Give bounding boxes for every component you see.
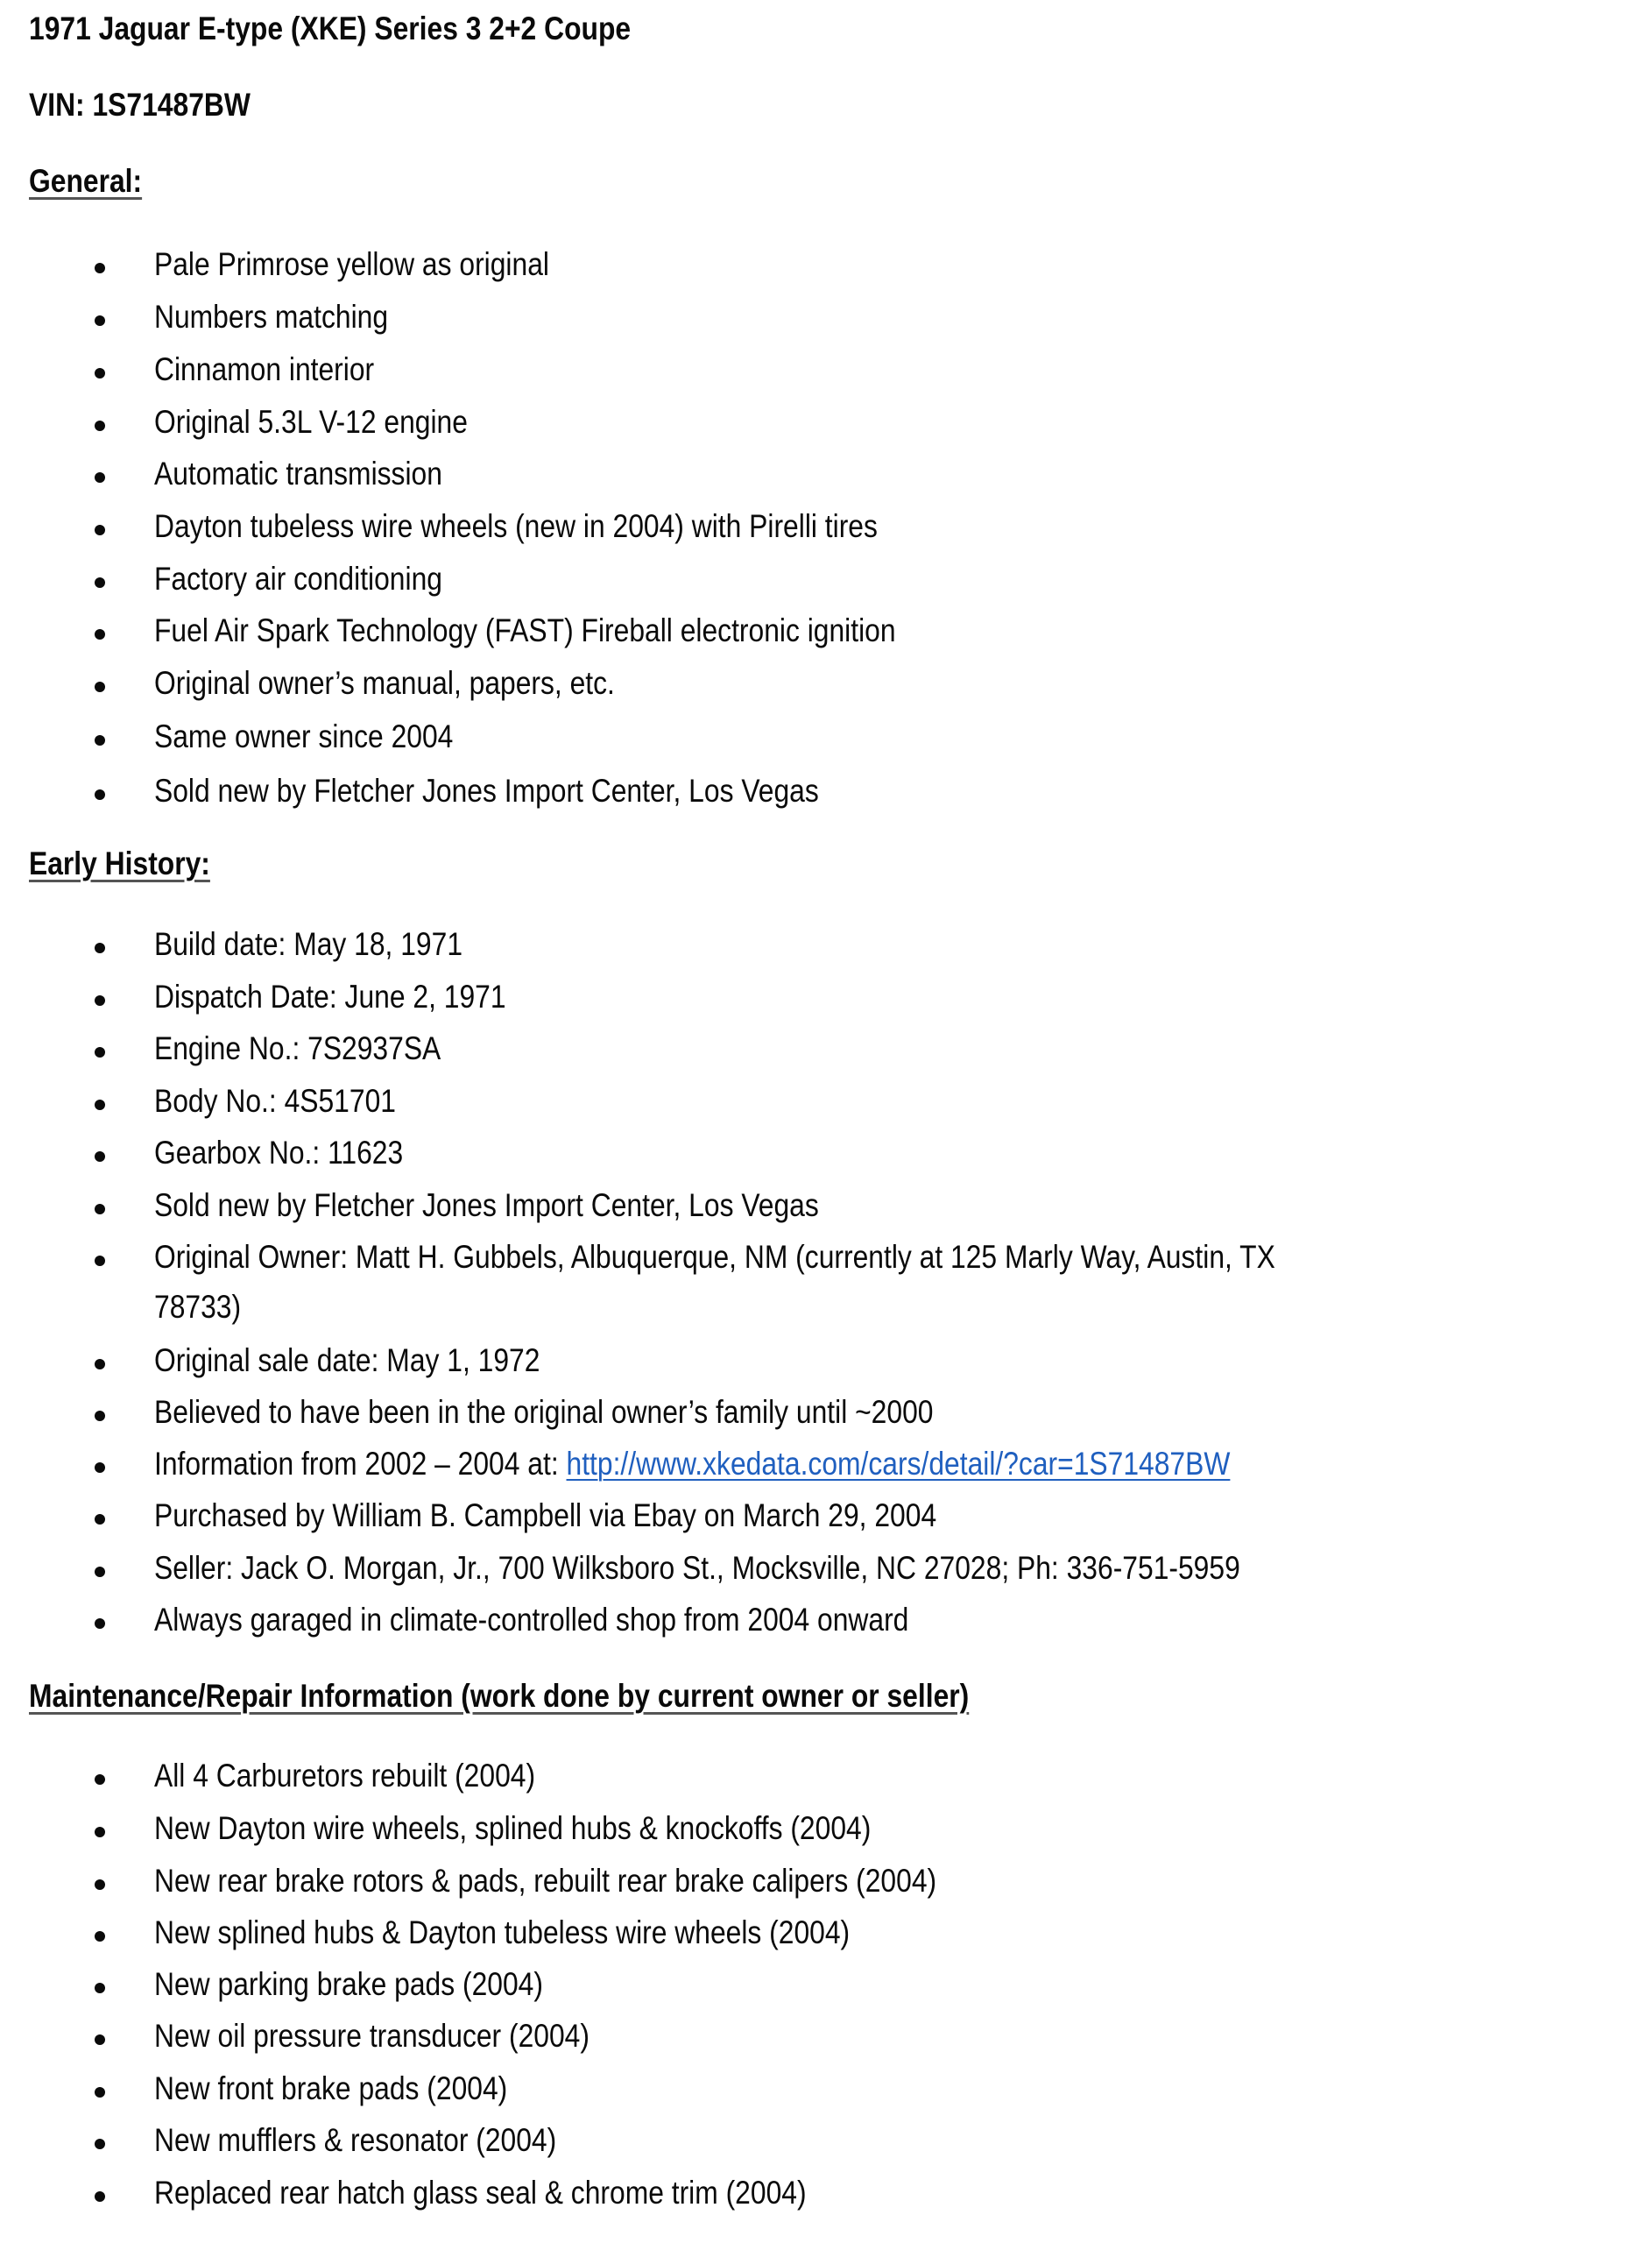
list-item-text: Replaced rear hatch glass seal & chrome trim (2004) xyxy=(154,2175,807,2211)
bullet-icon xyxy=(95,1359,105,1369)
bullet-icon xyxy=(95,1827,105,1837)
vin: VIN: 1S71487BW xyxy=(29,87,251,123)
list-item-text: Body No.: 4S51701 xyxy=(154,1083,396,1119)
list-item xyxy=(0,456,1652,499)
list-item-text: Original owner’s manual, papers, etc. xyxy=(154,665,615,701)
list-item-text: Always garaged in climate-controlled shop from 2004 onward xyxy=(154,1602,909,1638)
section-heading-maintenance: Maintenance/Repair Information (work done by current owner or seller) xyxy=(29,1678,970,1714)
list-item xyxy=(0,665,1652,709)
list-item-text: Purchased by William B. Campbell via Ebay on March 29, 2004 xyxy=(154,1497,937,1533)
list-item xyxy=(0,299,1652,343)
list-item-text: Same owner since 2004 xyxy=(154,718,454,754)
list-item xyxy=(0,1550,1652,1594)
bullet-icon xyxy=(95,789,105,800)
bullet-icon xyxy=(95,629,105,640)
bullet-icon xyxy=(95,525,105,535)
bullet-icon xyxy=(95,368,105,379)
list-item xyxy=(0,246,1652,290)
bullet-icon xyxy=(95,1100,105,1110)
bullet-icon xyxy=(95,2034,105,2045)
list-item-text: Sold new by Fletcher Jones Import Center, Los Vegas xyxy=(154,773,819,809)
list-item-text: 78733) xyxy=(154,1289,242,1325)
bullet-icon xyxy=(95,2139,105,2149)
list-item xyxy=(0,979,1652,1022)
list-item-text: Factory air conditioning xyxy=(154,561,442,597)
list-item xyxy=(0,2122,1652,2166)
list-item xyxy=(0,1187,1652,1231)
list-item xyxy=(0,1239,1652,1283)
list-item-text: Dispatch Date: June 2, 1971 xyxy=(154,979,506,1015)
list-item xyxy=(0,2175,1652,2218)
bullet-icon xyxy=(95,421,105,431)
bullet-icon xyxy=(95,995,105,1006)
bullet-icon xyxy=(95,472,105,483)
list-item xyxy=(0,561,1652,605)
list-item xyxy=(0,1289,1652,1333)
list-item xyxy=(0,508,1652,552)
list-item-text: New Dayton wire wheels, splined hubs & knockoffs (2004) xyxy=(154,1810,872,1846)
list-item-text: Pale Primrose yellow as original xyxy=(154,246,549,282)
list-item-text: New mufflers & resonator (2004) xyxy=(154,2122,557,2158)
bullet-icon xyxy=(95,943,105,953)
bullet-icon xyxy=(95,1256,105,1266)
list-item xyxy=(0,926,1652,970)
list-item-text: Original 5.3L V-12 engine xyxy=(154,404,468,440)
list-item-text: Original Owner: Matt H. Gubbels, Albuquerque, NM (currently at 125 Marly Way, Austin, TX xyxy=(154,1239,1275,1275)
list-item-text: Engine No.: 7S2937SA xyxy=(154,1030,441,1066)
bullet-icon xyxy=(95,1774,105,1785)
list-item xyxy=(0,1342,1652,1386)
list-item-text: New oil pressure transducer (2004) xyxy=(154,2018,589,2054)
list-item xyxy=(0,718,1652,762)
bullet-icon xyxy=(95,1879,105,1890)
list-item xyxy=(0,1966,1652,2010)
list-item-text: Build date: May 18, 1971 xyxy=(154,926,463,962)
bullet-icon xyxy=(95,263,105,273)
bullet-icon xyxy=(95,1567,105,1577)
list-item xyxy=(0,1863,1652,1907)
section-heading-early-history: Early History: xyxy=(29,846,210,881)
bullet-icon xyxy=(95,1204,105,1214)
list-item-text: Dayton tubeless wire wheels (new in 2004) with Pirelli tires xyxy=(154,508,878,544)
list-item xyxy=(0,1083,1652,1127)
list-item-text: Information from 2002 – 2004 at: xyxy=(154,1446,567,1482)
list-item-text: Seller: Jack O. Morgan, Jr., 700 Wilksboro St., Mocksville, NC 27028; Ph: 336-751-5959 xyxy=(154,1550,1240,1586)
list-item-text: Automatic transmission xyxy=(154,456,442,492)
bullet-icon xyxy=(95,315,105,326)
list-item xyxy=(0,351,1652,395)
list-item xyxy=(0,773,1652,817)
list-item-text: New front brake pads (2004) xyxy=(154,2070,508,2106)
list-item xyxy=(0,404,1652,448)
bullet-icon xyxy=(95,682,105,692)
bullet-icon xyxy=(95,1983,105,1993)
bullet-icon xyxy=(95,1462,105,1473)
list-item xyxy=(0,2018,1652,2062)
list-item-text: Original sale date: May 1, 1972 xyxy=(154,1342,540,1378)
list-item-text: Cinnamon interior xyxy=(154,351,375,387)
bullet-icon xyxy=(95,1514,105,1525)
list-item-text: New rear brake rotors & pads, rebuilt rear brake calipers (2004) xyxy=(154,1863,937,1899)
bullet-icon xyxy=(95,735,105,746)
bullet-icon xyxy=(95,1047,105,1058)
list-item xyxy=(0,1758,1652,1801)
list-item xyxy=(0,1602,1652,1645)
xkedata-link[interactable]: http://www.xkedata.com/cars/detail/?car=1S71487BW xyxy=(566,1446,1231,1482)
list-item xyxy=(0,1497,1652,1541)
list-item xyxy=(0,1030,1652,1074)
list-item-text: All 4 Carburetors rebuilt (2004) xyxy=(154,1758,536,1794)
section-heading-general: General: xyxy=(29,163,143,199)
bullet-icon xyxy=(95,577,105,588)
list-item xyxy=(0,1810,1652,1854)
list-item xyxy=(0,1135,1652,1178)
list-item xyxy=(0,1914,1652,1958)
list-item xyxy=(0,612,1652,656)
list-item-text: New splined hubs & Dayton tubeless wire wheels (2004) xyxy=(154,1914,851,1950)
document-title: 1971 Jaguar E-type (XKE) Series 3 2+2 Coupe xyxy=(29,11,632,46)
list-item xyxy=(0,1446,1652,1489)
list-item-text: Numbers matching xyxy=(154,299,389,335)
bullet-icon xyxy=(95,1151,105,1162)
list-item-text: Believed to have been in the original owner’s family until ~2000 xyxy=(154,1394,934,1430)
bullet-icon xyxy=(95,2087,105,2098)
bullet-icon xyxy=(95,1931,105,1942)
bullet-icon xyxy=(95,2191,105,2202)
list-item-text: Gearbox No.: 11623 xyxy=(154,1135,404,1171)
list-item xyxy=(0,2070,1652,2114)
list-item-text: New parking brake pads (2004) xyxy=(154,1966,543,2002)
bullet-icon xyxy=(95,1411,105,1421)
list-item-text: Sold new by Fletcher Jones Import Center, Los Vegas xyxy=(154,1187,819,1223)
bullet-icon xyxy=(95,1618,105,1629)
list-item xyxy=(0,1394,1652,1438)
list-item-text: Fuel Air Spark Technology (FAST) Fireball electronic ignition xyxy=(154,612,896,648)
